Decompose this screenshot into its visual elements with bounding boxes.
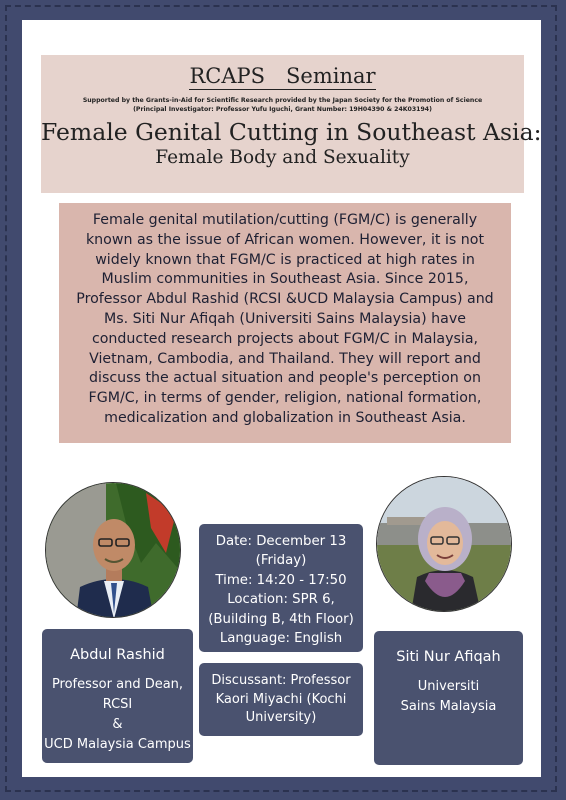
speaker1-card xyxy=(42,629,193,763)
abstract-line: known as the issue of African women. However, it is not xyxy=(85,231,485,248)
event-language: Language: English xyxy=(219,631,343,647)
abstract-line: FGM/C, in terms of gender, religion, national formation, xyxy=(88,390,482,407)
grant-support-line: Supported by the Grants-in-Aid for Scientific Research provided by the Japan Society for the Promotion of Science xyxy=(82,97,483,104)
speaker1-portrait-image xyxy=(46,483,181,618)
event-date: Date: December 13 xyxy=(215,534,347,549)
speaker1-name: Abdul Rashid xyxy=(70,647,165,663)
speaker1-affiliation: & xyxy=(112,717,123,732)
speaker1-photo xyxy=(45,482,181,618)
seminar-subtitle: Female Body and Sexuality xyxy=(155,147,410,168)
event-day: (Friday) xyxy=(255,553,307,569)
abstract-line: discuss the actual situation and people's perception on xyxy=(89,370,481,387)
event-location: Location: SPR 6, xyxy=(227,592,335,608)
speaker1-affiliation: UCD Malaysia Campus xyxy=(44,737,191,752)
abstract-line: Female genital mutilation/cutting (FGM/C) is generally xyxy=(92,212,478,228)
abstract-line: conducted research projects about FGM/C in Malaysia, xyxy=(91,330,479,347)
event-building: (Building B, 4th Floor) xyxy=(208,611,354,627)
abstract-block xyxy=(59,203,511,443)
seminar-label: RCAPS Seminar xyxy=(189,64,376,88)
abstract-line: Ms. Siti Nur Afiqah (Universiti Sains Malaysia) have xyxy=(104,310,466,327)
seminar-title: Female Genital Cutting in Southeast Asia: xyxy=(41,118,542,146)
speaker2-card xyxy=(374,631,523,765)
discussant-line: Kaori Miyachi (Kochi xyxy=(215,691,347,707)
grant-support-text xyxy=(41,96,524,114)
abstract-line: widely known that FGM/C is practiced at high rates in xyxy=(95,251,475,268)
abstract-line: Professor Abdul Rashid (RCSI &UCD Malaysia Campus) and xyxy=(76,291,494,308)
poster-page xyxy=(22,20,541,777)
event-time: Time: 14:20 - 17:50 xyxy=(215,572,347,588)
discussant-card xyxy=(199,663,363,736)
speaker1-affiliation: Professor and Dean, xyxy=(51,677,184,692)
event-details-card xyxy=(199,524,363,652)
speaker2-portrait-image xyxy=(377,477,512,612)
title-block xyxy=(41,55,542,193)
abstract-line: Muslim communities in Southeast Asia. Since 2015, xyxy=(101,271,469,288)
speaker2-photo xyxy=(376,476,512,612)
abstract-line: medicalization and globalization in Southeast Asia. xyxy=(104,409,466,426)
speaker2-affiliation: Sains Malaysia xyxy=(400,699,497,714)
speaker2-name: Siti Nur Afiqah xyxy=(396,649,501,665)
discussant-line: University) xyxy=(245,710,317,725)
speaker1-affiliation: RCSI xyxy=(102,697,133,712)
speaker2-affiliation: Universiti xyxy=(417,679,480,694)
grant-investigator-line: (Principal Investigator: Professor Yufu Iguchi, Grant Number: 19H04390 & 24K03194) xyxy=(133,106,432,113)
discussant-line: Discussant: Professor xyxy=(211,673,351,688)
abstract-line: Vietnam, Cambodia, and Thailand. They will report and xyxy=(89,350,481,367)
